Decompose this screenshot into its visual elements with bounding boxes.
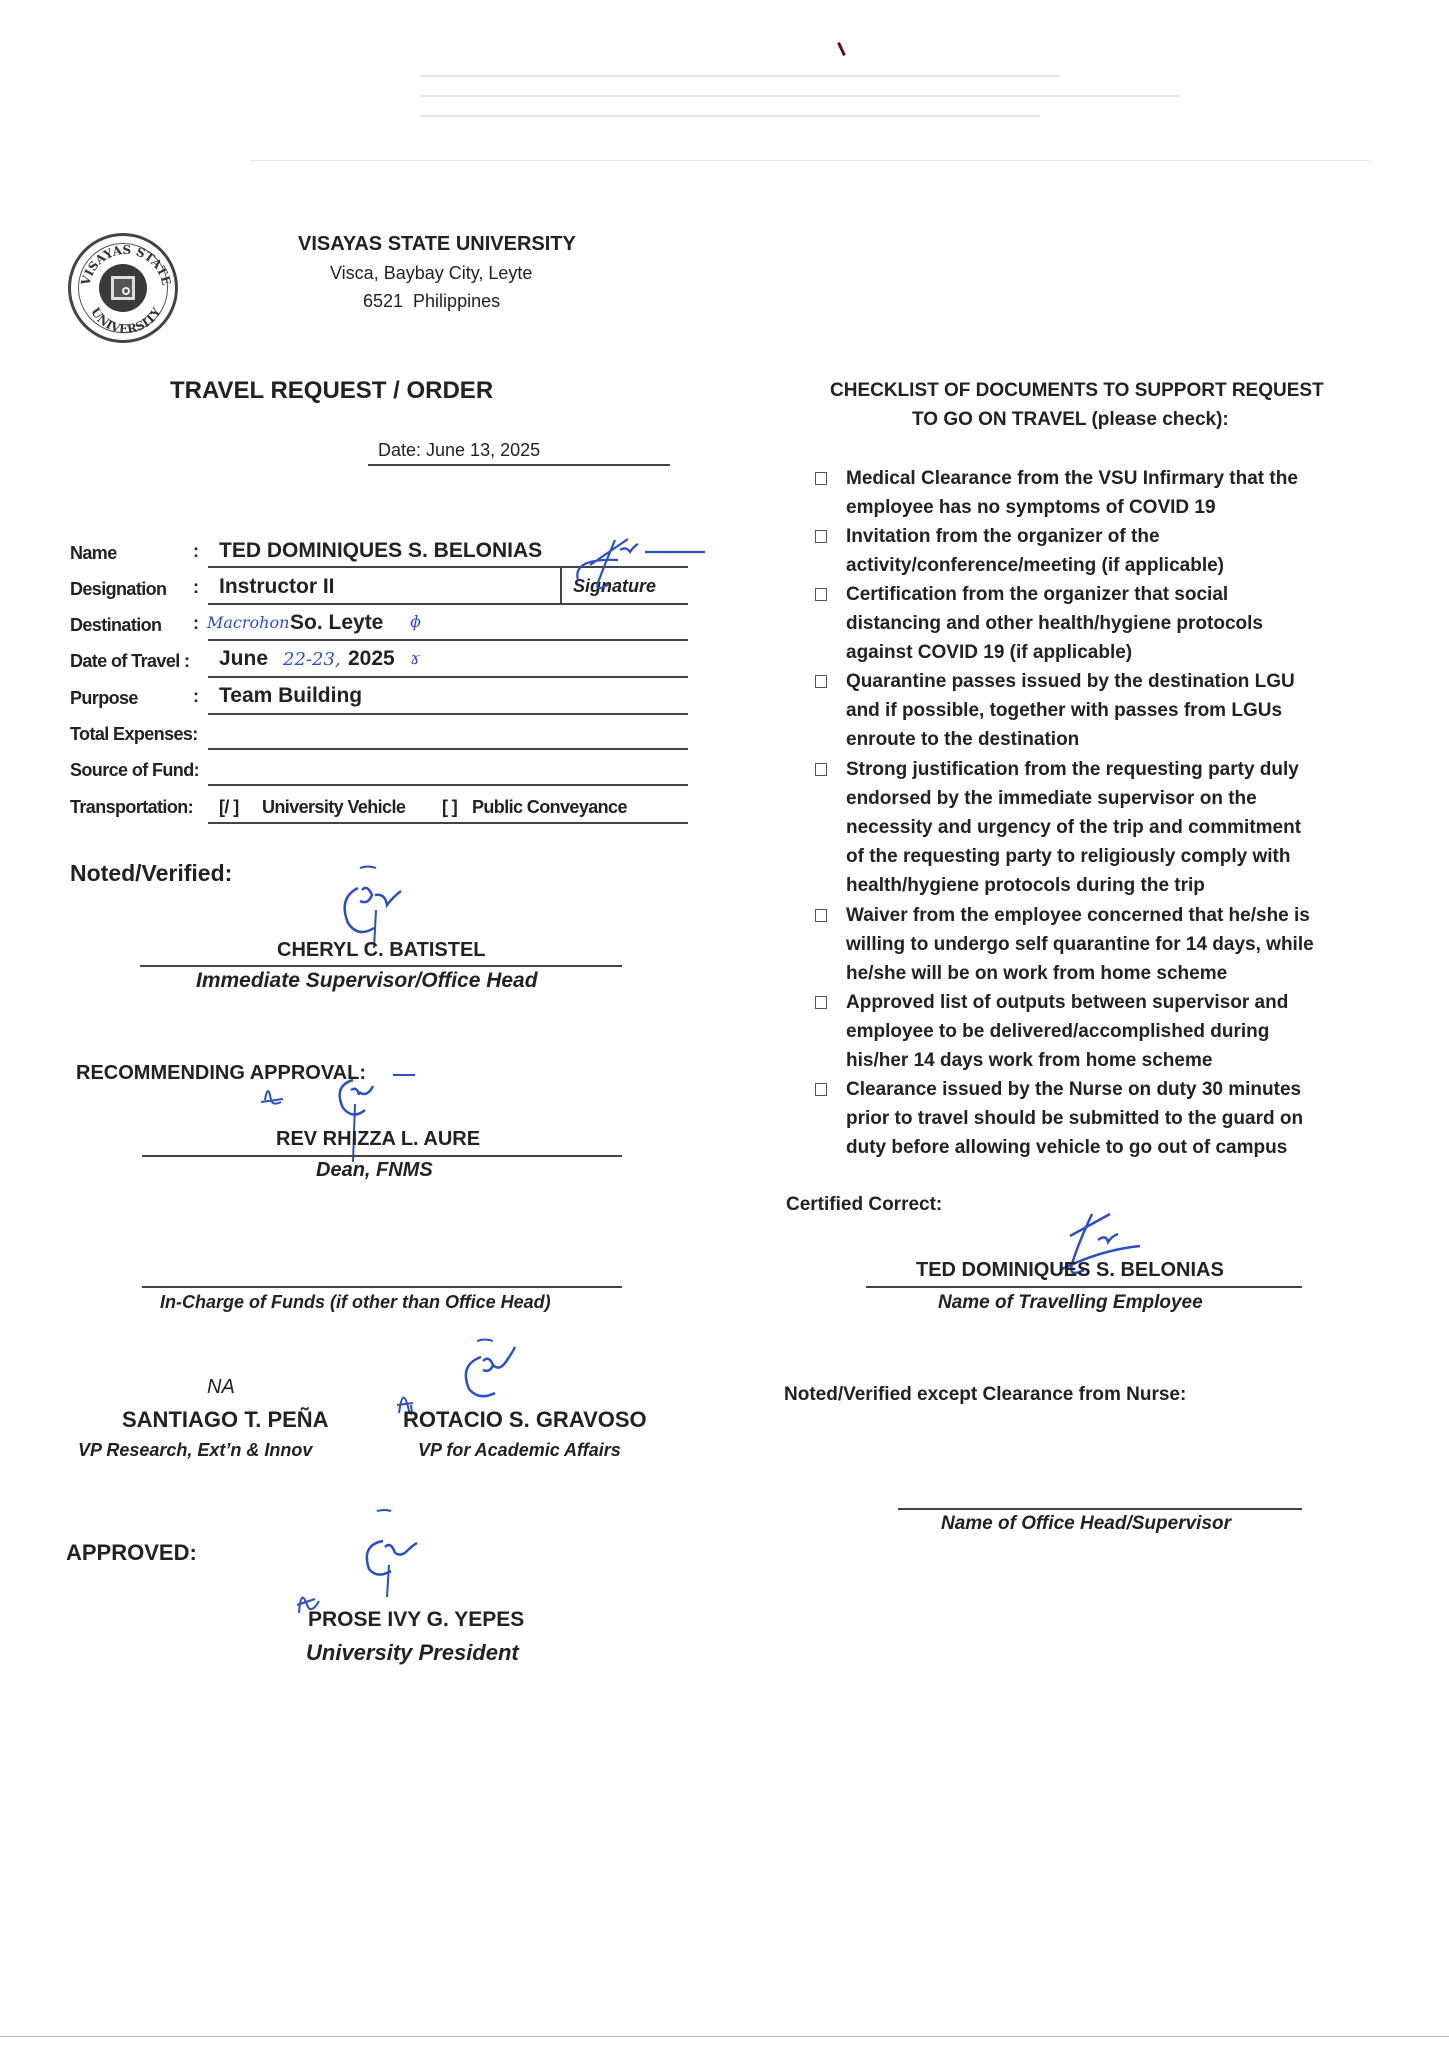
transport-public-conveyance-label: Public Conveyance <box>472 797 627 817</box>
checklist-item-text: Clearance issued by the Nurse on duty 30 minutes prior to travel should be submitted to the guard on duty before allowing vehicle to go out of campus <box>846 1079 1304 1158</box>
designation-value: Instructor II <box>219 575 335 598</box>
svg-text:VISAYAS STATE: VISAYAS STATE <box>78 242 174 287</box>
recommending-approval-heading: RECOMMENDING APPROVAL: <box>76 1062 366 1084</box>
designation-underline <box>208 603 688 605</box>
checklist-item-checkbox[interactable] <box>815 909 827 922</box>
funds-signatory-title: In-Charge of Funds (if other than Office Head) <box>160 1292 551 1312</box>
checklist-item-text: Medical Clearance from the VSU Infirmary that the employee has no symptoms of COVID 19 <box>846 468 1298 518</box>
president-title: University President <box>306 1640 519 1665</box>
travelling-employee-signature-line <box>866 1286 1302 1288</box>
designation-label: Designation <box>70 579 167 599</box>
purpose-underline <box>208 713 688 715</box>
destination-colon: : <box>193 613 199 633</box>
certified-correct-heading: Certified Correct: <box>786 1194 943 1215</box>
checklist-item-checkbox[interactable] <box>815 996 827 1009</box>
signature-mark <box>570 530 710 600</box>
dash-mark <box>393 1074 415 1076</box>
signature-mark <box>295 1505 425 1615</box>
noted-signatory-name: CHERYL C. BATISTEL <box>277 939 486 961</box>
scan-speck <box>837 42 846 56</box>
vp-research-name: SANTIAGO T. PEÑA <box>122 1407 329 1432</box>
name-colon: : <box>193 541 199 561</box>
date-of-travel-year: 2025 <box>348 647 395 670</box>
scan-bleed-through <box>250 160 1370 161</box>
purpose-label: Purpose <box>70 688 138 708</box>
transportation-underline <box>208 822 688 824</box>
date-underline <box>368 464 670 466</box>
transport-public-conveyance-checkbox[interactable]: [ ] <box>442 797 458 817</box>
address-line-1: Visca, Baybay City, Leyte <box>330 263 533 283</box>
transport-university-vehicle-label: University Vehicle <box>262 797 406 817</box>
scan-bleed-through <box>420 75 1060 77</box>
date-of-travel-underline <box>208 676 688 678</box>
checklist-item-text: Waiver from the employee concerned that he/she is willing to undergo self quarantine for 14 days, while he/she will be on work from home scheme <box>846 905 1314 984</box>
form-title: TRAVEL REQUEST / ORDER <box>170 377 494 404</box>
name-label: Name <box>70 543 117 563</box>
checklist-item-checkbox[interactable] <box>815 472 827 485</box>
svg-text:UNIVERSITY: UNIVERSITY <box>88 305 164 337</box>
designation-colon: : <box>193 577 199 597</box>
purpose-colon: : <box>193 686 199 706</box>
checklist-item-checkbox[interactable] <box>815 675 827 688</box>
signature-mark <box>320 860 430 950</box>
form-date: Date: June 13, 2025 <box>378 440 541 460</box>
president-name: PROSE IVY G. YEPES <box>308 1608 525 1631</box>
noted-verified-heading: Noted/Verified: <box>70 860 233 886</box>
checklist-item-text: Strong justification from the requesting party duly endorsed by the immediate supervisor on the necessity and urgency of the trip and commitment of the requesting party to religiously comply with health/hygiene protocols during the trip <box>846 759 1302 896</box>
noted-signature-line <box>140 965 622 967</box>
name-value: TED DOMINIQUES S. BELONIAS <box>219 539 543 562</box>
funds-signature-line <box>142 1286 622 1288</box>
signature-box-divider <box>560 567 562 603</box>
travelling-employee-title: Name of Travelling Employee <box>938 1292 1203 1313</box>
source-of-fund-label: Source of Fund: <box>70 760 199 780</box>
total-expenses-underline <box>208 748 688 750</box>
total-expenses-label: Total Expenses: <box>70 724 198 744</box>
university-seal-icon <box>68 233 178 343</box>
office-head-signature-line <box>898 1508 1302 1510</box>
recommending-signature-line <box>142 1155 622 1157</box>
transportation-label: Transportation: <box>70 797 194 817</box>
recommending-signatory-title: Dean, FNMS <box>316 1159 433 1181</box>
vp-research-na-note: NA <box>207 1376 235 1398</box>
initial-mark: ɸ <box>410 612 422 631</box>
destination-underline <box>208 639 688 641</box>
vp-academic-name: ROTACIO S. GRAVOSO <box>403 1407 647 1432</box>
address-line-2: 6521 Philippines <box>363 291 501 311</box>
purpose-value: Team Building <box>219 684 363 707</box>
checklist-item-text: Invitation from the organizer of the activity/conference/meeting (if applicable) <box>846 526 1224 576</box>
vp-research-title: VP Research, Ext’n & Innov <box>78 1440 313 1460</box>
date-of-travel-label: Date of Travel : <box>70 651 190 671</box>
destination-label: Destination <box>70 615 162 635</box>
checklist-item-checkbox[interactable] <box>815 763 827 776</box>
date-of-travel-month: June <box>219 647 269 670</box>
office-head-title: Name of Office Head/Supervisor <box>941 1513 1232 1534</box>
travelling-employee-name: TED DOMINIQUES S. BELONIAS <box>916 1259 1224 1281</box>
checklist-item-text: Certification from the organizer that social distancing and other health/hygiene protocols against COVID 19 (if applicable) <box>846 584 1263 663</box>
checklist-item-text: Approved list of outputs between supervisor and employee to be delivered/accomplished during his/her 14 days work from home scheme <box>846 992 1289 1071</box>
source-of-fund-underline <box>208 784 688 786</box>
date-of-travel-days: 22-23, <box>283 649 341 670</box>
nurse-exception-heading: Noted/Verified except Clearance from Nurse: <box>784 1384 1187 1405</box>
signature-label: Signature <box>573 576 657 596</box>
noted-signatory-title: Immediate Supervisor/Office Head <box>196 969 538 992</box>
approved-heading: APPROVED: <box>66 1540 197 1565</box>
university-name: VISAYAS STATE UNIVERSITY <box>298 233 576 255</box>
scan-bleed-through <box>420 95 1180 97</box>
vp-academic-title: VP for Academic Affairs <box>418 1440 621 1460</box>
checklist-heading-line-1: CHECKLIST OF DOCUMENTS TO SUPPORT REQUEST <box>830 380 1324 401</box>
transport-university-vehicle-checkbox[interactable]: [/ ] <box>219 797 239 817</box>
initial-mark: ɤ <box>410 648 421 669</box>
recommending-signatory-name: REV RHIZZA L. AURE <box>276 1128 481 1150</box>
scan-bleed-through <box>420 115 1040 117</box>
checklist-item-checkbox[interactable] <box>815 530 827 543</box>
checklist-item-checkbox[interactable] <box>815 1083 827 1096</box>
destination-value: So. Leyte <box>290 611 384 634</box>
destination-handwritten: Macrohon <box>207 613 290 632</box>
checklist-item-checkbox[interactable] <box>815 588 827 601</box>
checklist-heading-line-2: TO GO ON TRAVEL (please check): <box>912 409 1229 430</box>
scan-edge-line <box>0 2036 1449 2037</box>
checklist-item-text: Quarantine passes issued by the destination LGU and if possible, together with passes from LGUs enroute to the destination <box>846 671 1295 750</box>
